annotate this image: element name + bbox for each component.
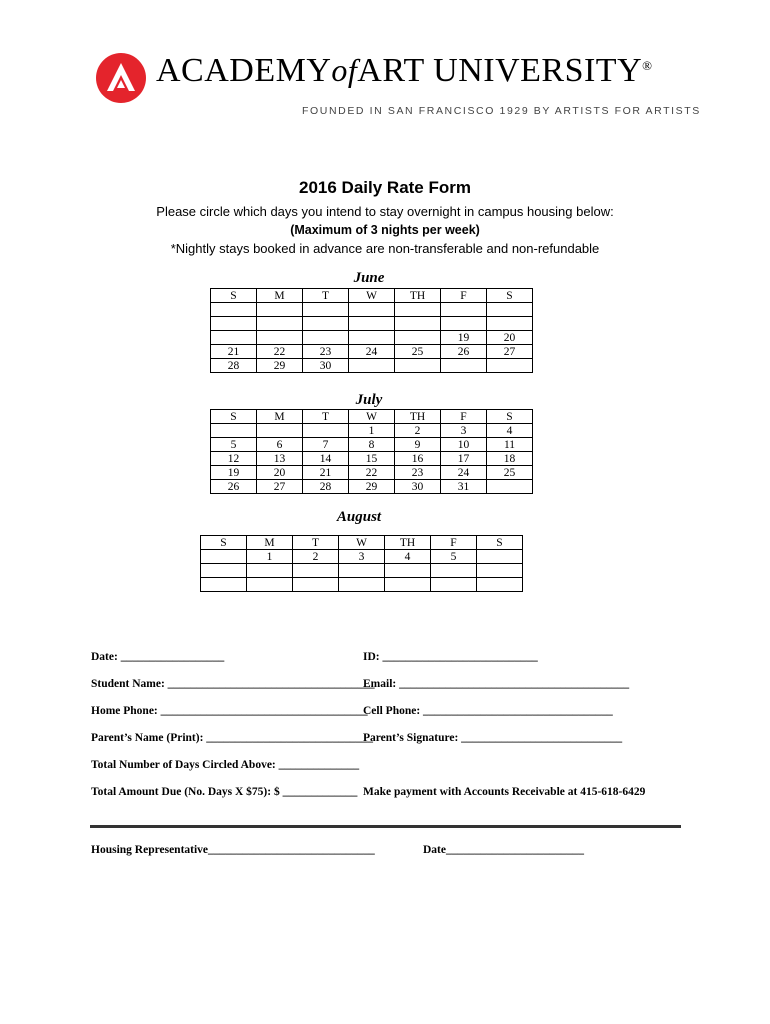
calendar-day-cell[interactable]: 24 xyxy=(349,345,395,359)
calendar-week-row xyxy=(211,466,533,480)
instruction-text: Please circle which days you intend to stay overnight in campus housing below: xyxy=(156,204,614,219)
calendar-week-row xyxy=(211,345,533,359)
calendar-day-cell[interactable] xyxy=(257,303,303,317)
calendar-day-cell[interactable]: 21 xyxy=(211,345,257,359)
weekday-header: F xyxy=(441,289,487,303)
calendar-day-cell[interactable]: 24 xyxy=(441,466,487,480)
calendar-day-cell[interactable] xyxy=(477,550,523,564)
wordmark-of: of xyxy=(331,52,358,88)
calendar-day-cell[interactable]: 12 xyxy=(211,452,257,466)
calendar-week-row xyxy=(201,550,523,564)
month-title-june: June xyxy=(353,270,385,286)
calendar-day-cell[interactable]: 19 xyxy=(211,466,257,480)
calendar-day-cell[interactable]: 22 xyxy=(257,345,303,359)
home-phone-field[interactable]: Home Phone: ____________________________________ xyxy=(91,705,368,717)
maximum-nights-note: (Maximum of 3 nights per week) xyxy=(290,223,480,237)
calendar-day-cell[interactable] xyxy=(211,331,257,345)
weekday-header: M xyxy=(247,536,293,550)
calendar-day-cell[interactable] xyxy=(349,331,395,345)
calendar-day-cell[interactable]: 23 xyxy=(395,466,441,480)
weekday-header: T xyxy=(303,410,349,424)
calendar-week-row xyxy=(211,424,533,438)
calendar-day-cell[interactable] xyxy=(385,564,431,578)
calendar-day-cell[interactable]: 25 xyxy=(395,345,441,359)
calendar-day-cell[interactable]: 16 xyxy=(395,452,441,466)
weekday-header: S xyxy=(211,410,257,424)
calendar-day-cell[interactable]: 2 xyxy=(293,550,339,564)
calendar-day-cell[interactable]: 14 xyxy=(303,452,349,466)
calendar-day-cell[interactable] xyxy=(201,578,247,592)
calendar-day-cell[interactable] xyxy=(431,578,477,592)
cell-phone-field[interactable]: Cell Phone: _________________________________ xyxy=(363,705,613,717)
calendar-day-cell[interactable]: 18 xyxy=(487,452,533,466)
calendar-day-cell[interactable] xyxy=(303,331,349,345)
calendar-day-cell[interactable] xyxy=(303,317,349,331)
calendar-day-cell[interactable] xyxy=(349,303,395,317)
weekday-header: S xyxy=(487,410,533,424)
calendar-week-row xyxy=(201,564,523,578)
payment-note: Make payment with Accounts Receivable at 415-618-6429 xyxy=(363,786,646,798)
calendar-day-cell[interactable]: 19 xyxy=(441,331,487,345)
calendar-week-row xyxy=(211,480,533,494)
calendar-day-cell[interactable]: 31 xyxy=(441,480,487,494)
calendar-week-row xyxy=(211,331,533,345)
calendar-day-cell[interactable]: 30 xyxy=(395,480,441,494)
calendar-day-cell[interactable] xyxy=(303,303,349,317)
calendar-june xyxy=(210,288,533,373)
calendar-day-cell[interactable] xyxy=(247,578,293,592)
calendar-day-cell[interactable] xyxy=(293,564,339,578)
weekday-header: W xyxy=(349,289,395,303)
weekday-header: TH xyxy=(385,536,431,550)
calendar-day-cell[interactable] xyxy=(339,578,385,592)
calendar-day-cell[interactable] xyxy=(395,317,441,331)
weekday-header: W xyxy=(349,410,395,424)
calendar-week-row xyxy=(211,303,533,317)
calendar-day-cell[interactable]: 29 xyxy=(349,480,395,494)
wordmark-art-university: ART UNIVERSITY xyxy=(357,52,643,89)
calendar-august xyxy=(200,535,523,592)
calendar-week-row xyxy=(211,359,533,373)
calendar-day-cell[interactable]: 13 xyxy=(257,452,303,466)
calendar-day-cell[interactable]: 29 xyxy=(257,359,303,373)
calendar-day-cell[interactable]: 10 xyxy=(441,438,487,452)
calendar-day-cell[interactable] xyxy=(211,317,257,331)
parent-signature-field[interactable]: Parent’s Signature: ____________________________ xyxy=(363,732,623,744)
weekday-header: S xyxy=(487,289,533,303)
weekday-header: F xyxy=(431,536,477,550)
calendar-day-cell[interactable]: 23 xyxy=(303,345,349,359)
calendar-day-cell[interactable]: 1 xyxy=(247,550,293,564)
weekday-header: TH xyxy=(395,410,441,424)
student-name-field[interactable]: Student Name: ____________________________________ xyxy=(91,678,375,690)
calendar-day-cell[interactable] xyxy=(293,578,339,592)
calendar-day-cell[interactable]: 2 xyxy=(395,424,441,438)
calendar-day-cell[interactable] xyxy=(395,303,441,317)
calendar-day-cell[interactable]: 7 xyxy=(303,438,349,452)
calendar-day-cell[interactable] xyxy=(339,564,385,578)
calendar-day-cell[interactable]: 30 xyxy=(303,359,349,373)
weekday-header: TH xyxy=(395,289,441,303)
calendar-week-row xyxy=(211,438,533,452)
calendar-day-cell[interactable]: 22 xyxy=(349,466,395,480)
calendar-day-cell[interactable] xyxy=(385,578,431,592)
calendar-day-cell[interactable]: 17 xyxy=(441,452,487,466)
calendar-day-cell[interactable]: 20 xyxy=(487,331,533,345)
calendar-week-row xyxy=(201,578,523,592)
calendar-day-cell[interactable] xyxy=(487,480,533,494)
weekday-header: M xyxy=(257,410,303,424)
calendar-day-cell[interactable]: 5 xyxy=(211,438,257,452)
calendar-day-cell[interactable]: 21 xyxy=(303,466,349,480)
calendar-day-cell[interactable] xyxy=(201,550,247,564)
calendar-day-cell[interactable]: 6 xyxy=(257,438,303,452)
wordmark-academy: ACADEMY xyxy=(156,52,332,89)
tagline: FOUNDED IN SAN FRANCISCO 1929 BY ARTISTS FOR ARTISTS xyxy=(302,105,701,117)
representative-date-field[interactable]: Date________________________ xyxy=(423,844,584,856)
calendar-day-cell[interactable] xyxy=(477,564,523,578)
calendar-day-cell[interactable]: 8 xyxy=(349,438,395,452)
calendar-header-row xyxy=(211,289,533,303)
calendar-day-cell[interactable] xyxy=(257,424,303,438)
calendar-day-cell[interactable]: 3 xyxy=(339,550,385,564)
calendar-day-cell[interactable]: 11 xyxy=(487,438,533,452)
calendar-day-cell[interactable]: 3 xyxy=(441,424,487,438)
calendar-day-cell[interactable] xyxy=(487,317,533,331)
total-days-field[interactable]: Total Number of Days Circled Above: ______________ xyxy=(91,759,360,771)
weekday-header: S xyxy=(477,536,523,550)
id-field[interactable]: ID: ___________________________ xyxy=(363,651,538,663)
calendar-day-cell[interactable]: 28 xyxy=(211,359,257,373)
calendar-july xyxy=(210,409,533,494)
weekday-header: S xyxy=(211,289,257,303)
calendar-day-cell[interactable] xyxy=(487,359,533,373)
university-logo-icon xyxy=(96,53,146,103)
calendar-day-cell[interactable] xyxy=(303,424,349,438)
weekday-header: F xyxy=(441,410,487,424)
university-wordmark xyxy=(156,52,653,90)
weekday-header: T xyxy=(293,536,339,550)
calendar-day-cell[interactable]: 26 xyxy=(441,345,487,359)
calendar-day-cell[interactable]: 26 xyxy=(211,480,257,494)
weekday-header: T xyxy=(303,289,349,303)
calendar-header-row xyxy=(201,536,523,550)
calendar-day-cell[interactable] xyxy=(349,359,395,373)
calendar-day-cell[interactable] xyxy=(201,564,247,578)
calendar-day-cell[interactable] xyxy=(257,317,303,331)
month-title-july: July xyxy=(355,392,383,408)
email-field[interactable]: Email: ________________________________________ xyxy=(363,678,630,690)
month-title-august: August xyxy=(336,509,382,525)
total-due-field[interactable]: Total Amount Due (No. Days X $75): $ _____________ xyxy=(91,786,358,798)
registered-mark: ® xyxy=(642,58,653,73)
calendar-day-cell[interactable] xyxy=(211,303,257,317)
calendar-day-cell[interactable] xyxy=(487,303,533,317)
parent-name-field[interactable]: Parent’s Name (Print): _____________________________ xyxy=(91,732,374,744)
form-title: 2016 Daily Rate Form xyxy=(299,178,471,197)
calendar-day-cell[interactable]: 27 xyxy=(487,345,533,359)
calendar-day-cell[interactable]: 9 xyxy=(395,438,441,452)
calendar-day-cell[interactable]: 28 xyxy=(303,480,349,494)
calendar-day-cell[interactable] xyxy=(247,564,293,578)
weekday-header: S xyxy=(201,536,247,550)
calendar-day-cell[interactable]: 20 xyxy=(257,466,303,480)
calendar-day-cell[interactable] xyxy=(441,317,487,331)
calendar-day-cell[interactable] xyxy=(349,317,395,331)
calendar-day-cell[interactable] xyxy=(441,359,487,373)
section-divider xyxy=(90,825,681,828)
calendar-day-cell[interactable]: 4 xyxy=(385,550,431,564)
calendar-day-cell[interactable]: 4 xyxy=(487,424,533,438)
calendar-day-cell[interactable] xyxy=(211,424,257,438)
calendar-day-cell[interactable] xyxy=(395,331,441,345)
weekday-header: M xyxy=(257,289,303,303)
weekday-header: W xyxy=(339,536,385,550)
calendar-header-row xyxy=(211,410,533,424)
date-field[interactable]: Date: __________________ xyxy=(91,651,225,663)
calendar-week-row xyxy=(211,452,533,466)
calendar-day-cell[interactable]: 5 xyxy=(431,550,477,564)
calendar-day-cell[interactable]: 25 xyxy=(487,466,533,480)
calendar-day-cell[interactable] xyxy=(441,303,487,317)
calendar-day-cell[interactable]: 15 xyxy=(349,452,395,466)
calendar-day-cell[interactable] xyxy=(395,359,441,373)
calendar-day-cell[interactable]: 1 xyxy=(349,424,395,438)
calendar-day-cell[interactable] xyxy=(257,331,303,345)
calendar-day-cell[interactable] xyxy=(431,564,477,578)
calendar-week-row xyxy=(211,317,533,331)
housing-representative-field[interactable]: Housing Representative_____________________________ xyxy=(91,844,375,856)
refund-policy-note: *Nightly stays booked in advance are non-transferable and non-refundable xyxy=(170,241,600,256)
calendar-day-cell[interactable]: 27 xyxy=(257,480,303,494)
calendar-day-cell[interactable] xyxy=(477,578,523,592)
